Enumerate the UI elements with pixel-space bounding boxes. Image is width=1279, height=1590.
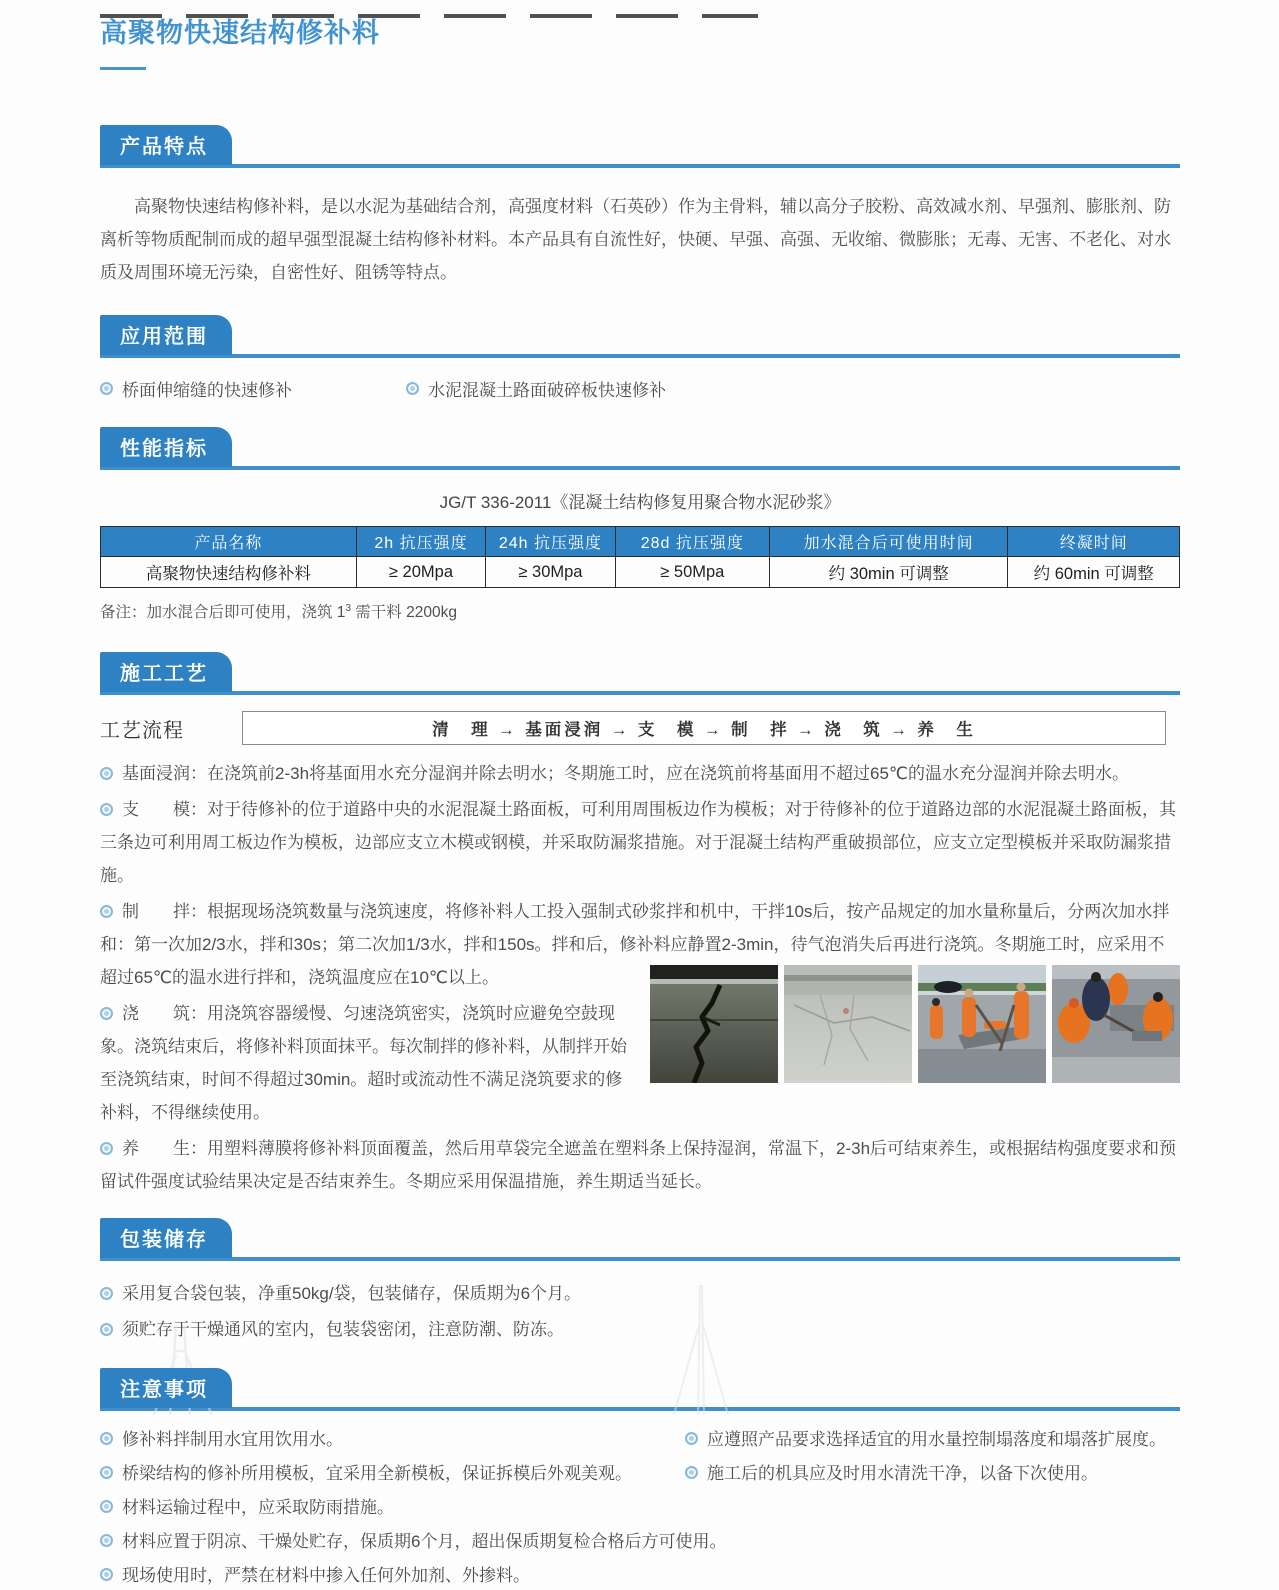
step-term: 支 模： <box>122 800 207 819</box>
table-note <box>100 600 1180 622</box>
bullet-ring-icon <box>406 382 419 395</box>
note-item <box>100 1527 1180 1556</box>
bullet-ring-icon <box>100 1323 113 1336</box>
process-flow-row <box>100 711 1180 745</box>
table-header-cell: 28d 抗压强度 <box>615 527 769 557</box>
bullet-ring-icon <box>100 1007 113 1020</box>
applications-list <box>100 376 1180 401</box>
section-process <box>100 652 1180 695</box>
storage-label: 须贮存于干燥通风的室内，包装袋密闭，注意防潮、防冻。 <box>122 1320 564 1339</box>
note-item <box>100 1561 1180 1590</box>
section-rule <box>100 164 1180 168</box>
note-item <box>100 1493 685 1522</box>
process-step-formwork <box>100 793 1180 892</box>
section-tab-process: 施工工艺 <box>100 652 232 692</box>
page-title: 高聚物快速结构修补料 <box>100 18 380 48</box>
table-cell: 约 30min 可调整 <box>769 557 1007 588</box>
process-steps <box>100 757 1180 1198</box>
note-item <box>685 1425 1180 1454</box>
step-term: 制 拌： <box>122 902 207 921</box>
bullet-ring-icon <box>100 382 113 395</box>
note-item <box>100 1459 685 1488</box>
road-repair-workers-photo <box>918 965 1046 1083</box>
process-step-curing <box>100 1132 1180 1198</box>
table-cell: ≥ 50Mpa <box>615 557 769 588</box>
note-item <box>685 1493 1180 1522</box>
bullet-ring-icon <box>100 1568 113 1581</box>
application-item <box>100 376 406 401</box>
section-rule <box>100 1257 1180 1261</box>
application-item <box>406 376 666 401</box>
table-cell-product-name: 高聚物快速结构修补料 <box>101 557 357 588</box>
bullet-ring-icon <box>685 1466 698 1479</box>
section-rule <box>100 691 1180 695</box>
bullet-ring-icon <box>100 803 113 816</box>
table-header-cell: 产品名称 <box>101 527 357 557</box>
section-tab-applications: 应用范围 <box>100 315 232 355</box>
section-storage <box>100 1218 1180 1261</box>
storage-label: 采用复合袋包装，净重50kg/袋，包装储存，保质期为6个月。 <box>122 1284 582 1303</box>
bullet-ring-icon <box>100 905 113 918</box>
application-label: 桥面伸缩缝的快速修补 <box>122 381 292 400</box>
table-cell: ≥ 20Mpa <box>356 557 485 588</box>
section-rule <box>100 1407 1180 1411</box>
storage-item <box>100 1313 1180 1346</box>
note-label: 施工后的机具应及时用水清洗干净，以备下次使用。 <box>707 1464 1098 1483</box>
performance-table <box>100 526 1180 588</box>
bullet-ring-icon <box>100 1534 113 1547</box>
step-text: 用浇筑容器缓慢、匀速浇筑密实，浇筑时应避免空鼓现象。浇筑结束后，将修补料顶面抹平。每次制拌的修补料，从制拌开始至浇筑结束，时间不得超过30min。超时或流动性不满足浇筑要求的修补料，不得继续使用。 <box>100 1004 627 1122</box>
step-term: 基面浸润： <box>122 764 207 783</box>
bullet-ring-icon <box>100 1466 113 1479</box>
section-tab-performance: 性能指标 <box>100 427 232 467</box>
section-features <box>100 125 1180 168</box>
concrete-crack-photo <box>784 965 912 1083</box>
step-text: 根据现场浇筑数量与浇筑速度，将修补料人工投入强制式砂浆拌和机中，干拌10s后，按产品规定的加水量称量后，分两次加水拌和：第一次加2/3水，拌和30s；第二次加1/3水，拌和150s。拌和后，修补料应静置2-3min，待气泡消失后再进行浇筑。冬期施工时，应采用不超过65℃的温水进行拌和，浇筑温度应在10℃以上。 <box>100 902 1170 987</box>
notes-list <box>100 1425 1180 1590</box>
section-rule <box>100 354 1180 358</box>
note-text: 备注：加水混合后即可使用，浇筑 1 <box>100 604 346 621</box>
title-underline <box>100 67 146 70</box>
note-label: 应遵照产品要求选择适宜的用水量控制塌落度和塌落扩展度。 <box>707 1430 1166 1449</box>
table-header-cell: 终凝时间 <box>1008 527 1180 557</box>
table-row <box>101 557 1180 588</box>
note-item <box>685 1459 1180 1488</box>
note-superscript: 3 <box>345 602 351 614</box>
bullet-ring-icon <box>100 1432 113 1445</box>
patch-finishing-workers-photo <box>1052 965 1180 1083</box>
step-text: 用塑料薄膜将修补料顶面覆盖，然后用草袋完全遮盖在塑料条上保持湿润，常温下，2-3h后可结束养生，或根据结构强度要求和预留试件强度试验结果决定是否结束养生。冬期应采用保温措施，养生期适当延长。 <box>100 1139 1177 1191</box>
bullet-ring-icon <box>685 1432 698 1445</box>
process-step-pouring <box>100 997 1180 1129</box>
construction-photos-strip <box>650 965 1180 1083</box>
bullet-ring-icon <box>100 767 113 780</box>
storage-list <box>100 1277 1180 1346</box>
note-label: 材料运输过程中，应采取防雨措施。 <box>122 1498 394 1517</box>
application-label: 水泥混凝土路面破碎板快速修补 <box>428 381 666 400</box>
section-tab-storage: 包装储存 <box>100 1218 232 1258</box>
note-text: 需干料 2200kg <box>351 604 457 621</box>
dark-cracked-pavement-photo <box>650 965 778 1083</box>
flow-label: 工艺流程 <box>100 719 184 742</box>
note-label: 材料应置于阴凉、干燥处贮存，保质期6个月，超出保质期复检合格后方可使用。 <box>122 1532 727 1551</box>
table-header-cell: 2h 抗压强度 <box>356 527 485 557</box>
flow-box: 清 理 → 基面浸润 → 支 模 → 制 拌 → 浇 筑 → 养 生 <box>242 711 1166 745</box>
note-label: 桥梁结构的修补所用模板，宜采用全新模板，保证拆模后外观美观。 <box>122 1464 632 1483</box>
section-performance <box>100 427 1180 470</box>
bullet-ring-icon <box>100 1500 113 1513</box>
note-label: 现场使用时，严禁在材料中掺入任何外加剂、外掺料。 <box>122 1566 530 1585</box>
section-rule <box>100 466 1180 470</box>
step-text: 对于待修补的位于道路中央的水泥混凝土路面板，可利用周围板边作为模板；对于待修补的位于道路边部的水泥混凝土路面板，其三条边可利用周工板边作为模板，边部应支立木模或钢模，并采取防漏浆措施。对于混凝土结构严重破损部位，应支立定型模板并采取防漏浆措施。 <box>100 800 1176 885</box>
step-text: 在浇筑前2-3h将基面用水充分湿润并除去明水；冬期施工时，应在浇筑前将基面用不超过65℃的温水充分湿润并除去明水。 <box>207 764 1130 783</box>
storage-item <box>100 1277 1180 1310</box>
note-item <box>100 1425 685 1454</box>
step-term: 浇 筑： <box>122 1004 207 1023</box>
section-tab-features: 产品特点 <box>100 125 232 165</box>
table-cell: ≥ 30Mpa <box>486 557 615 588</box>
process-step-wetting <box>100 757 1180 790</box>
note-label: 修补料拌制用水宜用饮用水。 <box>122 1430 343 1449</box>
step-term: 养 生： <box>122 1139 207 1158</box>
section-notes <box>100 1368 1180 1411</box>
features-paragraph: 高聚物快速结构修补料，是以水泥为基础结合剂，高强度材料（石英砂）作为主骨料，辅以高分子胶粉、高效减水剂、早强剂、膨胀剂、防离析等物质配制而成的超早强型混凝土结构修补材料。本产品具有自流性好，快硬、早强、高强、无收缩、微膨胀；无毒、无害、不老化、对水质及周围环境无污染，自密性好、阻锈等特点。 <box>100 197 1171 282</box>
bullet-ring-icon <box>100 1287 113 1300</box>
table-header-cell: 加水混合后可使用时间 <box>769 527 1007 557</box>
standard-caption: JG/T 336-2011《混凝土结构修复用聚合物水泥砂浆》 <box>439 493 841 512</box>
datasheet-page <box>0 14 1279 1590</box>
bullet-ring-icon <box>100 1142 113 1155</box>
table-cell: 约 60min 可调整 <box>1008 557 1180 588</box>
table-header-row <box>101 527 1180 557</box>
section-tab-notes: 注意事项 <box>100 1368 232 1408</box>
table-header-cell: 24h 抗压强度 <box>486 527 615 557</box>
section-applications <box>100 315 1180 358</box>
